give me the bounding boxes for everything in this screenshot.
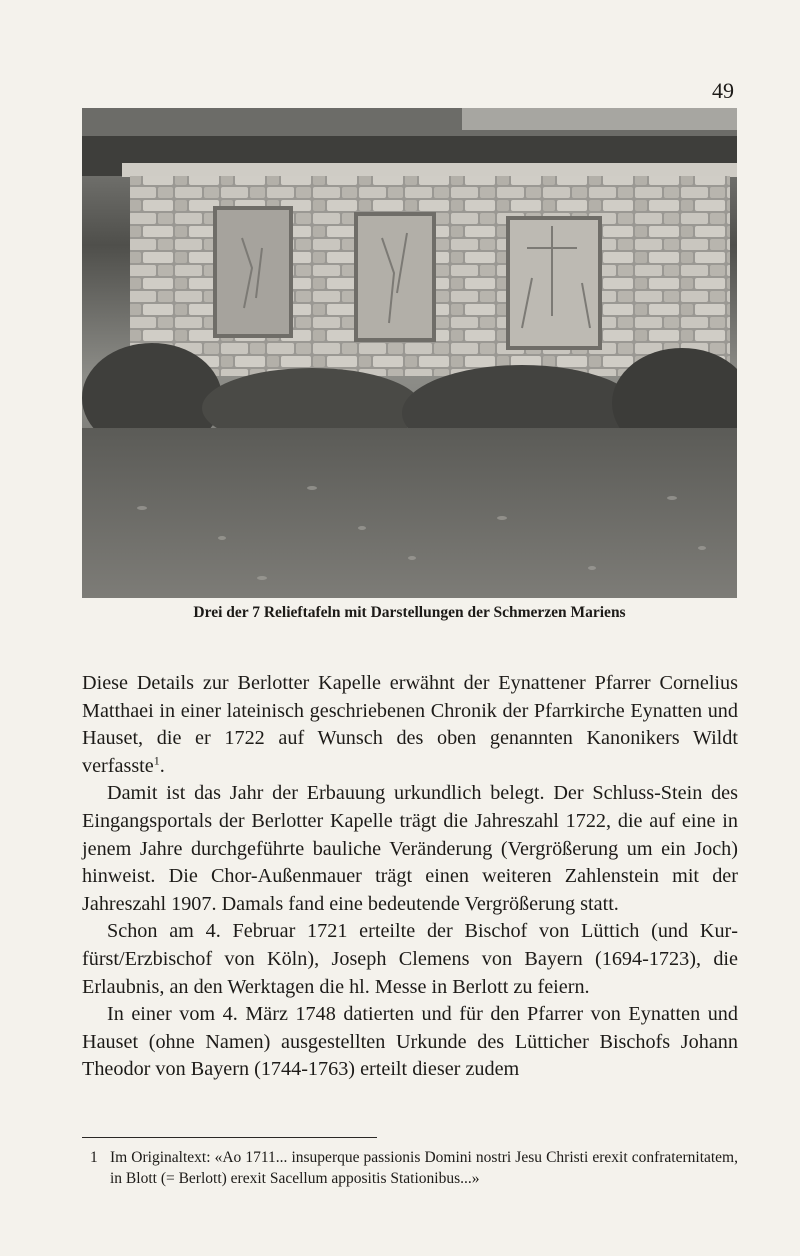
footnote <box>82 1147 738 1189</box>
footnote-divider <box>82 1137 377 1138</box>
paragraph-1-end: . <box>159 754 165 777</box>
paragraph-2: Damit ist das Jahr der Erbauung urkundlich belegt. Der Schluss-Stein des Eingangsportals der Berlotter Kapelle trägt die Jahreszahl 1722, die auf eine in jenem Jahre durchgeführte bauliche Veränderung (Vergrößerung um ein Joch) hinweist. Die Chor-Außenmauer trägt einen weiteren Zahlenstein mit der Jahreszahl 1907. Damals fand eine bedeutende Vergrößerung statt. <box>82 782 738 915</box>
paragraph-1-text: Diese Details zur Berlotter Kapelle erwähnt der Eynattener Pfarrer Cornelius Matthaei in einer lateinisch geschriebenen Chronik der Pfarrkirche Eynatten und Hauset, die er 1722 auf Wunsch des oben genannten Kanonikers Wildt verfasste <box>82 672 738 777</box>
paragraph-4: In einer vom 4. März 1748 datierten und für den Pfarrer von Eynatten und Hauset (ohne Namen) ausgestellten Urkunde des Lütticher Bischofs Johann Theodor von Bayern (1744-1763) erteilt dieser zudem <box>82 1003 738 1081</box>
photo-illustration <box>82 108 737 598</box>
body-text <box>82 670 738 1084</box>
chapel-relief-photo <box>82 108 737 598</box>
footnote-text: Im Originaltext: «Ao 1711... insuperque passionis Domini nostri Jesu Christi erexit confraternitatem, in Blott (= Berlott) erexit Sacellum appositis Stationibus...» <box>110 1149 738 1187</box>
figure-caption: Drei der 7 Relieftafeln mit Darstellungen der Schmerzen Mariens <box>193 604 626 621</box>
footnote-reference: 1 <box>153 753 160 768</box>
page-number: 49 <box>712 78 734 103</box>
paragraph-3: Schon am 4. Februar 1721 erteilte der Bischof von Lüttich (und Kurfürst/Erzbischof von Köln), Joseph Clemens von Bayern (1694-1723), die Erlaubnis, an den Werktagen die hl. Messe in Berlott zu feiern. <box>82 920 738 998</box>
paragraph-1 <box>82 670 738 780</box>
footnote-number: 1 <box>90 1149 98 1166</box>
